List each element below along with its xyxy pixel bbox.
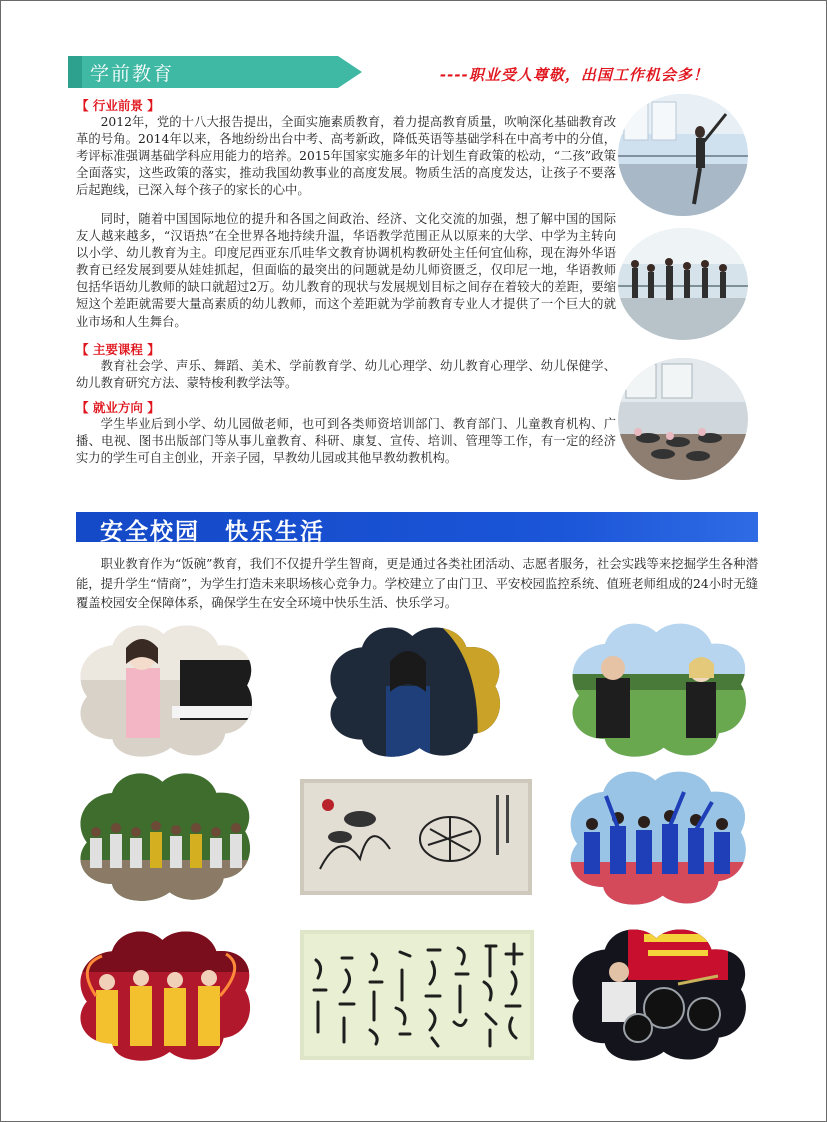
slogan: ----职业受人尊敬，出国工作机会多！ (440, 66, 709, 84)
campus-title: 安全校园 快乐生活 (100, 519, 325, 545)
calligraphy-photo (300, 930, 534, 1060)
courses-text: 教育社会学、声乐、舞蹈、美术、学前教育学、幼儿心理学、幼儿教育心理学、幼儿保健学、幼儿教育研究方法、蒙特梭利教学法等。 (76, 359, 616, 391)
ink-painting-photo (300, 779, 532, 895)
dance-studio-photo-1 (618, 94, 748, 216)
dance-studio-photo-2 (618, 228, 748, 340)
taekwondo-photo (568, 618, 752, 762)
industry-paragraph-2: 同时，随着中国国际地位的提升和各国之间政治、经济、文化交流的加强，想了解中国的国际友人越来越多，“汉语热”在全世界各地持续升温，华语教学范围正从以原来的大学、中学为主转向以小学、幼儿教育为主。印度尼西亚东爪哇华文教育协调机构教研处主任何宜仙称，现在海外华语教育已经发展到要从娃娃抓起，但面临的最突出的问题就是幼儿师资匮乏，仅印尼一地，华语教师包括华语幼儿教师的缺口就超过2万。幼儿教育的现状与发展规划目标之间存在着较大的差距，要缩短这个差距就需要大量高素质的幼儿教师，而这个差距就为学前教育专业人才提供了一个巨大的就业市场和人生舞台。 (76, 212, 616, 329)
industry-paragraph-1: 2012年，党的十八大报告提出，全面实施素质教育，着力提高教育质量，吹响深化基础教育改革的号角。2014年以来，各地纷纷出台中考、高考新政，降低英语等基础学科在中高考中的分值，考评标准强调基础学科应用能力的培养。2015年国家实施多年的计划生育政策的松动，“二孩”政策全面落实，这些政策的落实，推动我国幼教事业的高度发展。物质生活的高度发达，让孩子不要落后起跑线，已深入每个孩子的家长的心中。 (76, 115, 616, 198)
dance-studio-photo-3 (618, 358, 748, 480)
industry-heading: 【 行业前景 】 (76, 98, 160, 113)
campus-intro: 职业教育作为“饭碗”教育，我们不仅提升学生智商，更是通过各类社团活动、志愿者服务，社会实践等来挖掘学生各种潜能，提升学生“情商”，为学生打造未来职场核心竞争力。学校建立了由门卫、平安校园监控系统、值班老师组成的24小时无缝覆盖校园安全保障体系，确保学生在安全环境中快乐生活、快乐学习。 (76, 557, 758, 610)
dance-performance-photo (566, 766, 752, 910)
group-photo (76, 768, 256, 906)
drummer-photo (568, 924, 752, 1066)
piano-photo (76, 620, 258, 762)
section-title: 学前教育 (90, 63, 175, 85)
career-text: 学生毕业后到小学、幼儿园做老师，也可到各类师资培训部门、教育部门、儿童教育机构、广播、电视、图书出版部门等从事儿童教育、科研、康复、宣传、培训、管理等工作，有一定的经济实力的学生可自主创业，开亲子园，早教幼儿园或其他早教幼教机构。 (76, 417, 616, 466)
stage-dance-photo (76, 926, 256, 1066)
singer-photo (326, 622, 506, 762)
section-tab (68, 56, 362, 88)
career-heading: 【 就业方向 】 (76, 400, 160, 415)
courses-heading: 【 主要课程 】 (76, 342, 160, 357)
